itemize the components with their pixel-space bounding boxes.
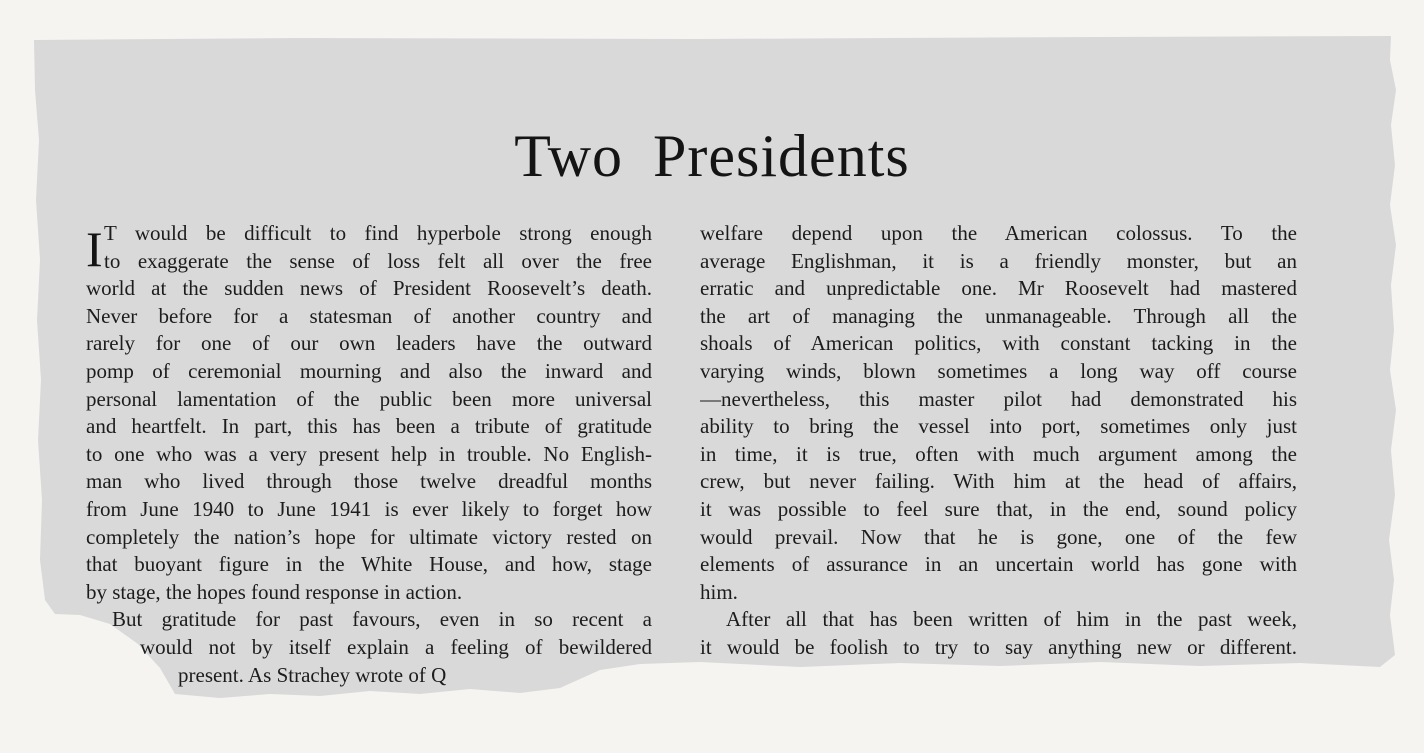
text-line: But gratitude for past favours, even in so recent a: [112, 607, 652, 632]
text-line: world at the sudden news of President Roosevelt’s death.: [86, 276, 652, 301]
text-line: —nevertheless, this master pilot had demonstrated his: [700, 386, 1297, 411]
text-line: it was possible to feel sure that, in the end, sound policy: [700, 496, 1297, 521]
text-line: and heartfelt. In part, this has been a tribute of gratitude: [86, 414, 652, 439]
text-line: to exaggerate the sense of loss felt all over the free: [104, 248, 652, 273]
text-line: crew, but never failing. With him at the head of affairs,: [700, 469, 1297, 494]
text-line: ability to bring the vessel into port, sometimes only just: [700, 414, 1297, 439]
text-line: varying winds, blown sometimes a long way off course: [700, 358, 1297, 383]
text-line: to one who was a very present help in trouble. No English-: [86, 441, 652, 466]
text-line: shoals of American politics, with constant tacking in the: [700, 331, 1297, 356]
headline: Two Presidents: [514, 123, 910, 189]
text-line: completely the nation’s hope for ultimate victory rested on: [86, 524, 652, 549]
text-line: average Englishman, it is a friendly monster, but an: [700, 248, 1297, 273]
text-line: would prevail. Now that he is gone, one of the few: [700, 524, 1297, 549]
text-line: pomp of ceremonial mourning and also the inward and: [86, 358, 652, 383]
text-line: from June 1940 to June 1941 is ever likely to forget how: [86, 496, 652, 521]
left-column: [86, 220, 652, 689]
text-line: rarely for one of our own leaders have the outward: [86, 331, 652, 356]
drop-cap: I: [86, 221, 103, 277]
text-line: elements of assurance in an uncertain world has gone with: [700, 552, 1297, 577]
text-line: personal lamentation of the public been more universal: [86, 386, 652, 411]
text-line: in time, it is true, often with much argument among the: [700, 441, 1297, 466]
text-line: that buoyant figure in the White House, and how, stage: [86, 552, 652, 577]
text-line: man who lived through those twelve dreadful months: [86, 469, 652, 494]
text-line: Never before for a statesman of another country and: [86, 303, 652, 328]
text-line: him.: [700, 579, 738, 604]
right-column: [700, 220, 1297, 662]
text-line: by stage, the hopes found response in action.: [86, 579, 463, 604]
text-line: present. As Strachey wrote of Q: [178, 662, 447, 687]
text-line: T would be difficult to find hyperbole strong enough: [104, 221, 652, 245]
text-line: it would be foolish to try to say anything new or different.: [700, 634, 1297, 659]
text-line: erratic and unpredictable one. Mr Roosevelt had mastered: [700, 276, 1297, 301]
text-line: welfare depend upon the American colossus. To the: [700, 221, 1297, 245]
text-line: would not by itself explain a feeling of bewildered: [140, 634, 652, 659]
text-line: After all that has been written of him in the past week,: [726, 607, 1297, 632]
text-line: the art of managing the unmanageable. Through all the: [700, 303, 1297, 328]
